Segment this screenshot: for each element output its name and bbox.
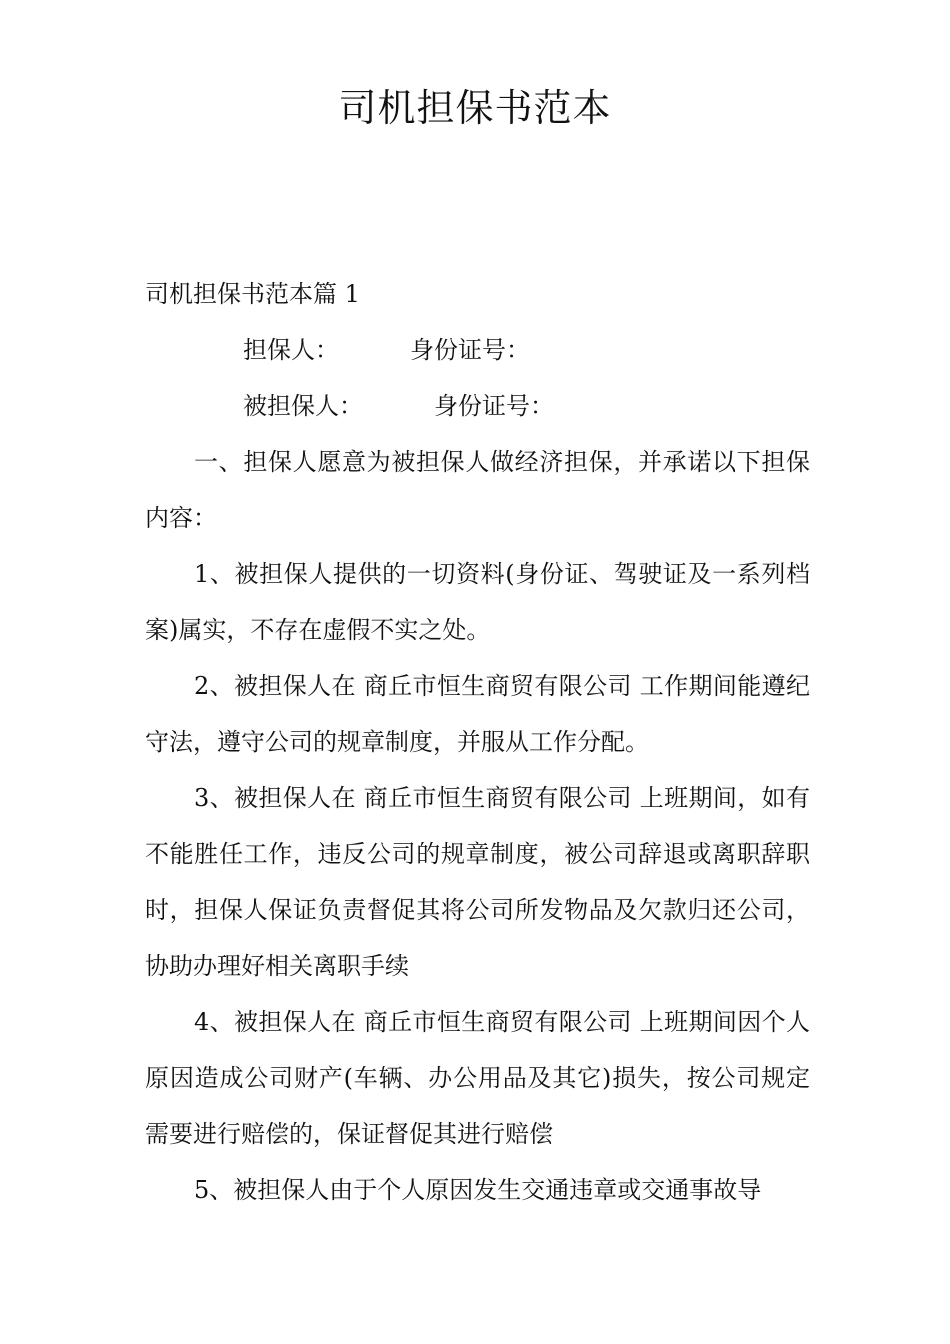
paragraph-2: 1、被担保人提供的一切资料(身份证、驾驶证及一系列档案)属实，不存在虚假不实之处。 xyxy=(145,560,810,644)
paragraph-4: 3、被担保人在 商丘市恒生商贸有限公司 上班期间，如有不能胜任工作，违反公司的规章制度，被公司辞退或离职辞职时，担保人保证负责督促其将公司所发物品及欠款归还公司，协助办理好相关离职手续 xyxy=(145,784,810,980)
guarantor-id-label: 身份证号： xyxy=(410,336,530,364)
guaranteed-label: 被担保人： xyxy=(243,392,363,420)
document-body xyxy=(145,266,810,1218)
paragraph-6: 5、被担保人由于个人原因发生交通违章或交通事故导 xyxy=(194,1176,762,1204)
paragraph-3: 2、被担保人在 商丘市恒生商贸有限公司 工作期间能遵纪守法，遵守公司的规章制度，并服从工作分配。 xyxy=(145,672,810,756)
guarantor-line xyxy=(145,322,810,378)
guaranteed-id-label: 身份证号： xyxy=(434,392,554,420)
guaranteed-line xyxy=(145,378,810,434)
document-title: 司机担保书范本 xyxy=(338,86,612,130)
section-heading: 司机担保书范本篇 1 xyxy=(145,280,360,308)
guarantor-label: 担保人： xyxy=(243,336,339,364)
paragraph-1: 一、担保人愿意为被担保人做经济担保，并承诺以下担保内容： xyxy=(145,448,810,532)
paragraph-5: 4、被担保人在 商丘市恒生商贸有限公司 上班期间因个人原因造成公司财产(车辆、办公用品及其它)损失，按公司规定需要进行赔偿的，保证督促其进行赔偿 xyxy=(145,1008,810,1148)
